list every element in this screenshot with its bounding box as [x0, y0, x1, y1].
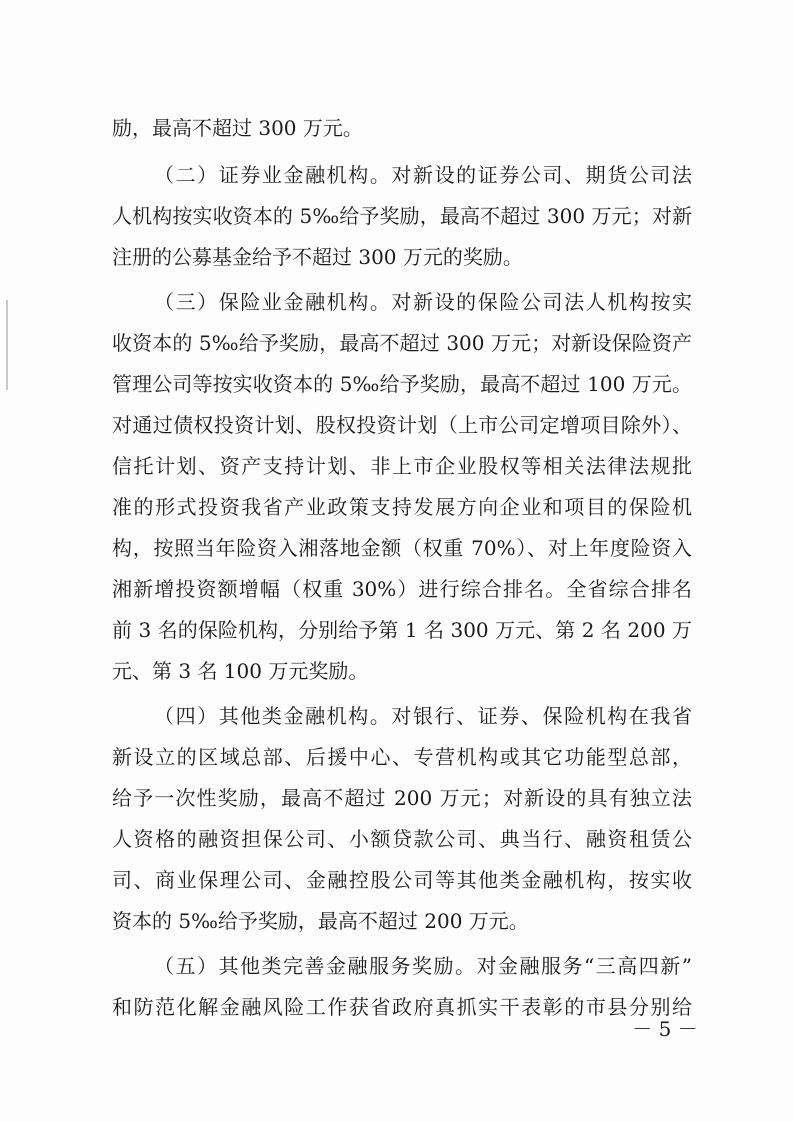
text-line-8: 对通过债权投资计划、股权投资计划（上市公司定增项目除外）、 [112, 413, 692, 437]
text-line-17: 给予一次性奖励，最高不超过 200 万元；对新设的具有独立法 [112, 786, 692, 810]
text-line-3: 人机构按实收资本的 5‰给予奖励，最高不超过 300 万元；对新 [112, 204, 692, 228]
text-line-5: （三）保险业金融机构。对新设的保险公司法人机构按实 [154, 290, 692, 314]
text-line-2: （二）证券业金融机构。对新设的证券公司、期货公司法 [154, 163, 692, 187]
text-line-13: 前 3 名的保险机构，分别给予第 1 名 300 万元、第 2 名 200 万 [112, 618, 692, 642]
text-line-15: （四）其他类金融机构。对银行、证券、保险机构在我省 [154, 704, 692, 728]
text-line-9: 信托计划、资产支持计划、非上市企业股权等相关法律法规批 [112, 454, 692, 478]
text-line-20: 资本的 5‰给予奖励，最高不超过 200 万元。 [112, 909, 529, 933]
text-line-6: 收资本的 5‰给予奖励，最高不超过 300 万元；对新设保险资产 [112, 331, 692, 355]
text-line-11: 构，按照当年险资入湘落地金额（权重 70%）、对上年度险资入 [112, 536, 692, 560]
binding-margin-mark [6, 300, 8, 390]
text-line-1: 励，最高不超过 300 万元。 [112, 116, 363, 140]
text-line-12: 湘新增投资额增幅（权重 30%）进行综合排名。全省综合排名 [112, 577, 692, 601]
text-line-22: 和防范化解金融风险工作获省政府真抓实干表彰的市县分别给 [112, 995, 692, 1019]
page-number: － 5 － [632, 1017, 698, 1041]
text-line-4: 注册的公募基金给予不超过 300 万元的奖励。 [112, 245, 523, 269]
text-line-18: 人资格的融资担保公司、小额贷款公司、典当行、融资租赁公 [112, 827, 692, 851]
text-line-10: 准的形式投资我省产业政策支持发展方向企业和项目的保险机 [112, 495, 692, 519]
text-line-21: （五）其他类完善金融服务奖励。对金融服务“三高四新” [154, 954, 692, 978]
text-line-19: 司、商业保理公司、金融控股公司等其他类金融机构，按实收 [112, 868, 692, 892]
text-line-16: 新设立的区域总部、后援中心、专营机构或其它功能型总部， [112, 745, 692, 769]
text-line-7: 管理公司等按实收资本的 5‰给予奖励，最高不超过 100 万元。 [112, 372, 692, 396]
text-line-14: 元、第 3 名 100 万元奖励。 [112, 659, 369, 683]
